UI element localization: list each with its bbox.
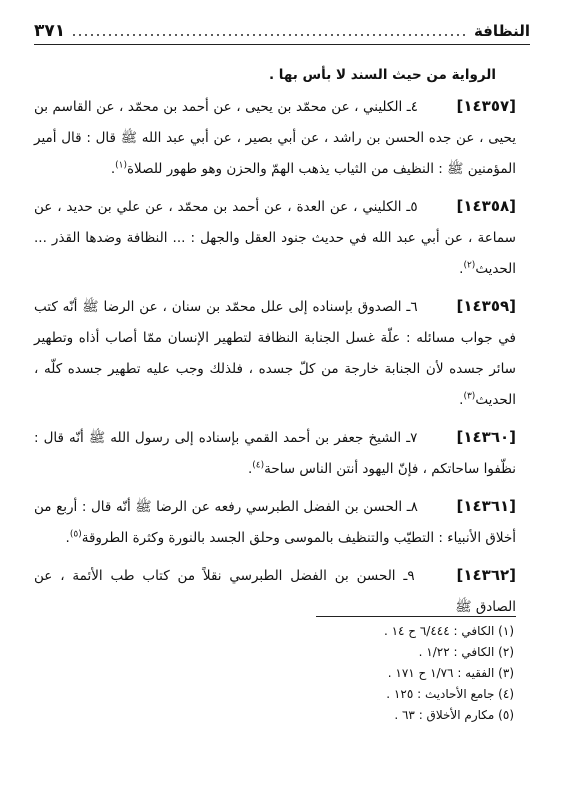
hadith-number: [١٤٣٦١] xyxy=(456,497,516,515)
page-body xyxy=(34,60,516,623)
footnote: (١) الكافي : ٦/٤٤٤ ح ١٤ . xyxy=(383,624,514,638)
hadith-text: ٦ـ الصدوق بإسناده إلى علل محمّد بن سنان ، عن الرضا ﷺ أنّه كتب في جواب مسائله : علّة غسل الجنابة النظافة لتطهير الإنسان ممّا أصاب أذاه وتطهير سائر جسده لأن الجنابة خارجة من كلّ جسده ، فلذلك وجب عليه تطهير جسده كلّه ، الحديث xyxy=(34,299,516,408)
hadith-end: . xyxy=(65,530,70,546)
footnote-ref: (٢) xyxy=(463,260,476,271)
hadith-entry xyxy=(34,91,516,185)
footnote-ref: (٥) xyxy=(69,529,82,540)
hadith-number: [١٤٣٥٩] xyxy=(456,297,516,315)
hadith-text: ٥ـ الكليني ، عن العدة ، عن أحمد بن محمّد ، عن علي بن حديد ، عن سماعة ، عن أبي عبد الله في حديث جنود العقل والجهل : ... النظافة وضدها القذر ... الحديث xyxy=(34,199,516,277)
footnote: (٥) مكارم الأخلاق : ٦٣ . xyxy=(394,708,514,722)
hadith-number: [١٤٣٦٠] xyxy=(456,428,517,446)
hadith-entry xyxy=(34,560,516,623)
footnote: (٢) الكافي : ١/٢٢ . xyxy=(418,645,514,659)
hadith-text: ٩ـ الحسن بن الفضل الطبرسي نقلاً من كتاب طب الأئمة ، عن الصادق ﷺ xyxy=(34,568,516,615)
footnotes xyxy=(34,621,516,726)
hadith-number: [١٤٣٦٢] xyxy=(456,566,516,584)
hadith-end: . xyxy=(459,392,464,408)
footnote-ref: (٤) xyxy=(252,460,265,471)
header-dotted-leader xyxy=(71,34,468,36)
hadith-entry xyxy=(34,291,516,416)
hadith-text: ٨ـ الحسن بن الفضل الطبرسي رفعه عن الرضا ﷺ أنّه قال : أربع من أخلاق الأنبياء : التطيّب والتنظيف بالموسى وحلق الجسد بالنورة وكثرة الطروقة xyxy=(34,499,516,546)
page-header xyxy=(34,20,530,42)
hadith-entry xyxy=(34,422,516,485)
hadith-end: . xyxy=(110,161,116,177)
hadith-number: [١٤٣٥٧] xyxy=(456,97,516,115)
hadith-text: ٤ـ الكليني ، عن محمّد بن يحيى ، عن أحمد بن محمّد ، عن القاسم بن يحيى ، عن جده الحسن بن راشد ، عن أبي بصير ، عن أبي عبد الله ﷺ قال : قال أمير المؤمنين ﷺ : النظيف من الثياب يذهب الهمّ والحزن وهو طهور للصلاة xyxy=(34,99,516,177)
hadith-end: . xyxy=(459,261,464,277)
footnote: (٤) جامع الأحاديث : ١٢٥ . xyxy=(386,687,514,701)
page-number: ٣٧١ xyxy=(34,21,66,41)
footnote-ref: (١) xyxy=(115,160,127,171)
intro-line: الرواية من حيث السند لا بأس بها . xyxy=(268,67,496,83)
footnote-separator xyxy=(316,616,516,617)
running-title: النظافة xyxy=(473,22,530,40)
hadith-entry xyxy=(34,191,516,285)
hadith-number: [١٤٣٥٨] xyxy=(456,197,516,215)
header-rule xyxy=(34,44,530,45)
footnote-ref: (٣) xyxy=(463,391,476,402)
footnote: (٣) الفقيه : ١/٧٦ ح ١٧١ . xyxy=(387,666,514,680)
hadith-text: ٧ـ الشيخ جعفر بن أحمد القمي بإسناده إلى رسول الله ﷺ أنّه قال : نظّفوا ساحاتكم ، فإنّ اليهود أنتن الناس ساحة xyxy=(34,430,516,477)
hadith-entry xyxy=(34,491,516,554)
hadith-end: . xyxy=(247,461,253,477)
